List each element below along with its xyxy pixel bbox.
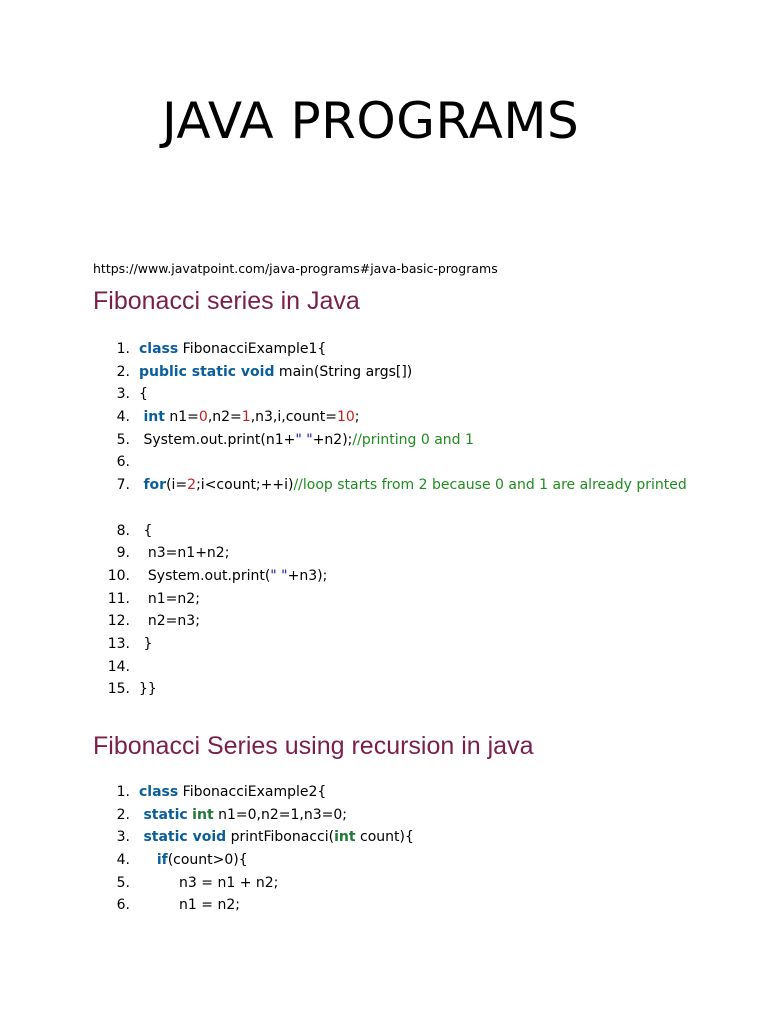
code-token: int — [192, 806, 214, 823]
code-token: ;i<count;++i) — [196, 477, 294, 494]
code-token: FibonacciExample2{ — [178, 784, 327, 800]
code-token: 1 — [241, 409, 251, 426]
section-heading-fibonacci: Fibonacci series in Java — [93, 287, 360, 315]
line-number: 9. — [116, 545, 130, 562]
line-number: 1. — [116, 784, 130, 800]
code-token: } — [139, 635, 153, 652]
code-token: 10 — [336, 409, 355, 426]
code-token: printFibonacci( — [226, 829, 335, 846]
line-number: 12. — [107, 613, 130, 630]
code-text — [139, 565, 327, 588]
section-heading-recursion: Fibonacci Series using recursion in java — [93, 732, 534, 760]
code-text — [139, 520, 152, 543]
code-token: 2 — [187, 477, 197, 494]
code-token: n2=n3; — [139, 613, 200, 630]
code-token: static void — [143, 829, 227, 846]
code-text — [139, 383, 148, 406]
code-text — [139, 610, 200, 633]
code-token: class — [139, 341, 179, 357]
code-token — [139, 852, 157, 868]
code-token: n1=0,n2=1,n3=0; — [213, 806, 347, 823]
code-token: n3=n1+n2; — [139, 545, 230, 562]
line-number: 5. — [116, 874, 130, 891]
code-token: ; — [354, 409, 360, 426]
code-token: if — [156, 852, 168, 869]
line-number: 4. — [116, 409, 130, 426]
code-text — [139, 804, 347, 827]
line-number: 8. — [116, 522, 130, 539]
code-token: //printing 0 and 1 — [352, 431, 474, 448]
line-number: 6. — [116, 454, 130, 471]
code-token: ,n2= — [207, 409, 242, 426]
line-number: 15. — [107, 681, 130, 698]
document-title: JAVA PROGRAMS — [162, 92, 580, 150]
code-token: " " — [270, 567, 288, 584]
line-number: 13. — [107, 635, 130, 652]
code-text — [139, 678, 157, 701]
code-token: //loop starts from 2 because 0 and 1 are already printed — [293, 477, 687, 494]
code-token: }} — [139, 681, 157, 698]
line-number: 3. — [116, 829, 130, 846]
code-text — [139, 633, 152, 656]
line-number: 6. — [116, 897, 130, 914]
code-token: int — [334, 829, 356, 846]
code-token: FibonacciExample1{ — [178, 341, 327, 357]
code-text — [139, 474, 687, 497]
line-number: 1. — [116, 341, 130, 357]
code-token: { — [139, 386, 148, 403]
line-number: 5. — [116, 431, 130, 448]
code-token: System.out.print(n1+ — [139, 431, 296, 448]
code-text — [139, 338, 326, 361]
code-token: (i= — [166, 477, 188, 494]
code-token: count){ — [355, 829, 414, 846]
code-token: int — [143, 409, 165, 426]
code-token: (count>0){ — [167, 852, 248, 869]
code-text — [139, 781, 326, 804]
code-text — [139, 588, 200, 611]
code-token: n3 = n1 + n2; — [139, 874, 279, 891]
code-token: for — [143, 477, 167, 494]
code-token: System.out.print( — [139, 567, 271, 584]
code-text — [139, 872, 278, 895]
code-token: public static void — [139, 363, 275, 380]
code-token: " " — [295, 431, 313, 448]
source-url: https://www.javatpoint.com/java-programs#java-basic-programs — [93, 261, 498, 276]
code-token: n1= — [164, 409, 199, 426]
line-number: 7. — [116, 477, 130, 494]
line-number: 2. — [116, 363, 130, 380]
code-token: 0 — [198, 409, 208, 426]
code-token: ,n3,i,count= — [250, 409, 337, 426]
line-number: 14. — [107, 658, 130, 675]
code-token: static — [143, 806, 188, 823]
code-text — [139, 429, 474, 452]
code-text — [139, 542, 229, 565]
code-token: +n3); — [287, 567, 328, 584]
code-token: main(String args[]) — [274, 363, 413, 380]
code-text — [139, 894, 240, 917]
line-number: 2. — [116, 806, 130, 823]
code-text — [139, 849, 248, 872]
code-token: +n2); — [312, 431, 353, 448]
line-number: 10. — [107, 567, 130, 584]
line-number: 11. — [107, 590, 130, 607]
code-text — [139, 406, 360, 429]
code-token: { — [139, 522, 153, 539]
line-number: 3. — [116, 386, 130, 403]
line-number: 4. — [116, 852, 130, 869]
code-text — [139, 826, 414, 849]
code-token: n1=n2; — [139, 590, 200, 607]
code-token: class — [139, 784, 179, 800]
code-text — [139, 361, 412, 384]
code-token: n1 = n2; — [139, 897, 240, 914]
